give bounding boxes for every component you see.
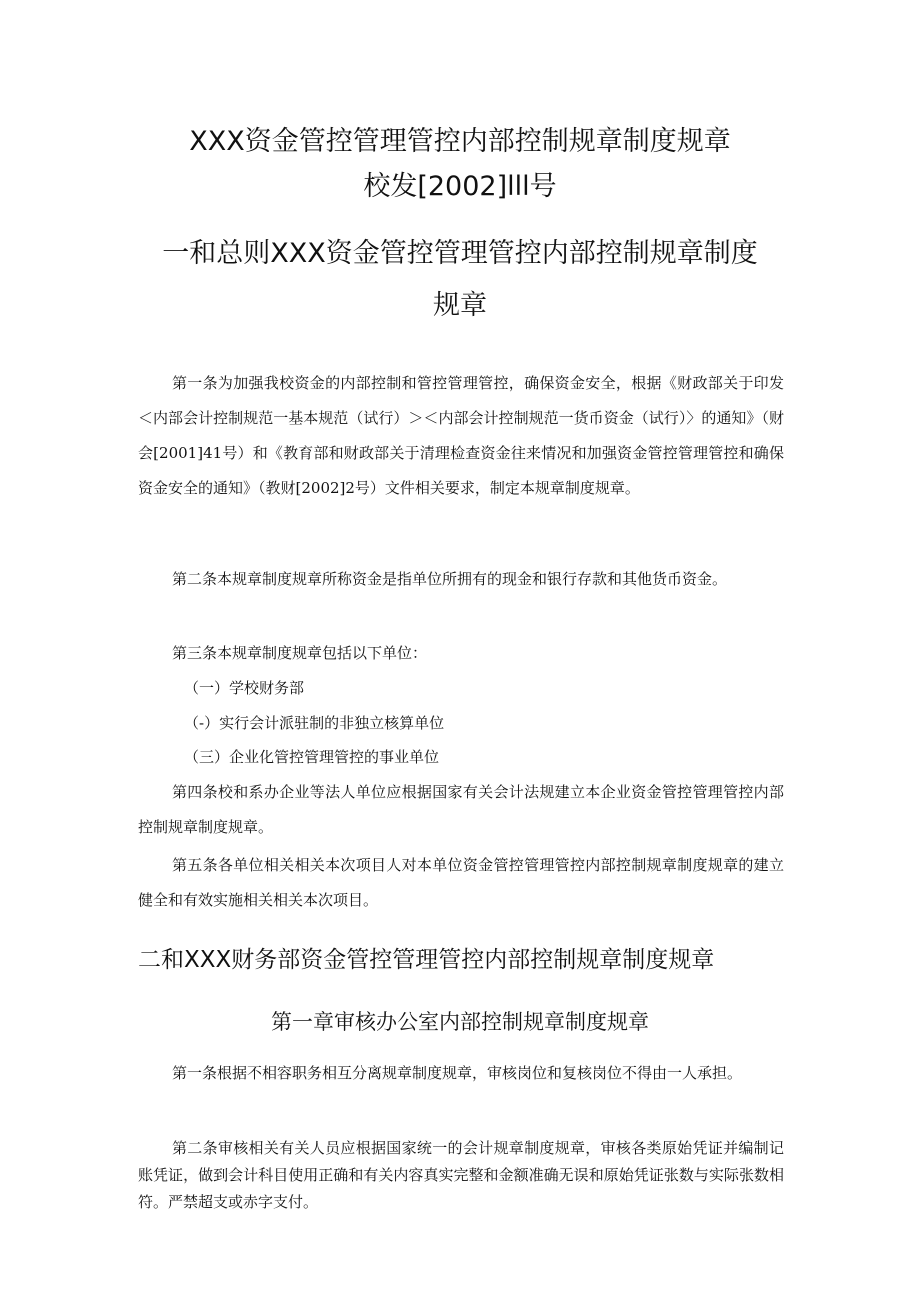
article-4: 第四条校和系办企业等法人单位应根据国家有关会计法规建立本企业资金管控管理管控内部控制规章制度规章。 xyxy=(138,783,784,836)
unit-item-1: （一）学校财务部 xyxy=(184,679,305,697)
chapter1-heading: 第一章审核办公室内部控制规章制度规章 xyxy=(271,1010,649,1034)
chapter1-article-2: 第二条审核相关有关人员应根据国家统一的会计规章制度规章，审核各类原始凭证并编制记账凭证，做到会计科目使用正确和有关内容真实完整和金额准确无误和原始凭证张数与实际张数相符。严禁超支或赤字支付。 xyxy=(138,1139,784,1211)
chapter1-article-1: 第一条根据不相容职务相互分离规章制度规章，审核岗位和复核岗位不得由一人承担。 xyxy=(172,1064,743,1082)
unit-item-3: （三）企业化管控管理管控的事业单位 xyxy=(184,748,440,766)
unit-item-2: （-）实行会计派驻制的非独立核算单位 xyxy=(184,714,445,732)
section1-heading: 一和总则XXX资金管控管理管控内部控制规章制度规章 xyxy=(162,238,758,321)
article-3: 第三条本规章制度规章包括以下单位： xyxy=(172,644,428,662)
document-title: XXX资金管控管理管控内部控制规章制度规章 xyxy=(189,126,731,157)
section2-heading: 二和XXX财务部资金管控管理管控内部控制规章制度规章 xyxy=(138,947,715,973)
article-1: 第一条为加强我校资金的内部控制和管控管理管控，确保资金安全，根据《财政部关于印发＜内部会计控制规范一基本规范（试行）＞＜内部会计控制规范一货币资金（试行）〉的通知》（财会[2001]41号）和《教育部和财政部关于清理检查资金往来情况和加强资金管控管理管控和确保资金安全的通知》（教财[2002]2号）文件相关要求，制定本规章制度规章。 xyxy=(138,374,784,497)
article-2: 第二条本规章制度规章所称资金是指单位所拥有的现金和银行存款和其他货币资金。 xyxy=(172,570,728,588)
article-5: 第五条各单位相关相关本次项目人对本单位资金管控管理管控内部控制规章制度规章的建立健全和有效实施相关相关本次项目。 xyxy=(138,856,784,909)
document-number: 校发[2002]lll号 xyxy=(363,171,557,202)
